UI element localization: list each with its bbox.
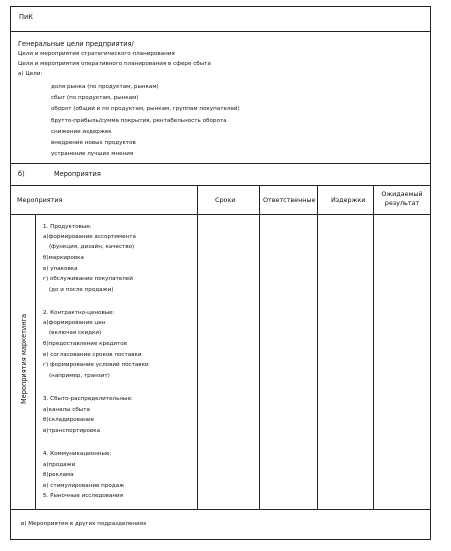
goal-item: сбыт (по продуктам, рынкам) [51, 95, 139, 101]
goals-sub-label: а) Цели: [18, 71, 43, 77]
goal-item: оборот (общий и по продуктам, рынкам, группам покупателей) [51, 106, 240, 112]
measure-line: 2. Контрактно-ценовые: [43, 310, 115, 316]
column-line [259, 185, 260, 509]
goal-item: снижение издержек [51, 129, 112, 135]
measure-line: (до и после продажи) [49, 287, 114, 293]
divider [11, 214, 430, 215]
row-label-line [35, 214, 36, 509]
measure-line: (функция, дизайн, качество) [49, 244, 135, 250]
goal-item: устранение лучших мнения [51, 151, 134, 157]
measure-line: 1. Продуктовые: [43, 224, 92, 230]
goals-title: Генеральные цели предприятия/ [18, 40, 134, 48]
table-header-deadlines: Сроки [215, 196, 236, 204]
measure-line: 5. Рыночные исследования [43, 493, 124, 499]
measure-line: г) формирование условий поставки [43, 362, 149, 368]
table-header-result-text: Ожидаемый результат [381, 190, 423, 207]
measure-line: б)реклама [43, 472, 74, 478]
measure-line: а)формирование цен [43, 320, 106, 326]
measure-line: в)транспортировка [43, 428, 101, 434]
measure-line: г) обслуживание покупателей [43, 276, 133, 282]
goal-item: внедрение новых продуктов [51, 140, 136, 146]
table-header-measures: Мероприятия [17, 196, 63, 204]
goal-item: доля рынка (по продуктам, рынкам) [51, 84, 159, 90]
goal-item: брутто-прибыль/сумма покрытия, рентабельность оборота [51, 118, 227, 124]
table-header-responsible: Ответственные [263, 196, 316, 204]
column-line [317, 185, 318, 509]
footer-label: в) Мероприятия в других подразделениях [21, 521, 147, 527]
header-title: ПиК [19, 13, 33, 21]
measure-line: (включая скидки) [49, 330, 102, 336]
column-line [373, 185, 374, 509]
divider [11, 185, 430, 186]
divider [11, 509, 430, 510]
measure-line: а)продажи [43, 462, 76, 468]
measure-line: б)маркировка [43, 255, 84, 261]
measure-line: а)каналы сбыта [43, 407, 90, 413]
document-form [10, 6, 431, 540]
measure-line: а)формирование ассортимента [43, 234, 136, 240]
table-header-result [375, 190, 429, 208]
divider [11, 163, 430, 164]
measure-line: б)предоставление кредитов [43, 341, 128, 347]
measure-line: б)складирование [43, 417, 95, 423]
divider [11, 31, 430, 32]
row-label: Мероприятия маркетинга [20, 313, 28, 405]
measure-line: в) согласование сроков поставки [43, 352, 142, 358]
measure-line: в) упаковка [43, 266, 78, 272]
goals-line-2: Цели и мероприятия оперативного планирования в сфере сбыта [18, 61, 211, 67]
measure-line: в) стимулирование продаж [43, 483, 125, 489]
section-b-label: б) [18, 170, 25, 178]
measure-line: (например, транзит) [49, 373, 110, 379]
table-header-costs: Издержки [331, 196, 366, 204]
measure-line: 4. Коммуникационные: [43, 451, 112, 457]
section-b-title: Мероприятия [54, 170, 101, 178]
goals-line-1: Цели и мероприятия стратегического планирования [18, 51, 175, 57]
measure-line: 3. Сбыто-распределительные: [43, 396, 133, 402]
column-line [197, 185, 198, 509]
